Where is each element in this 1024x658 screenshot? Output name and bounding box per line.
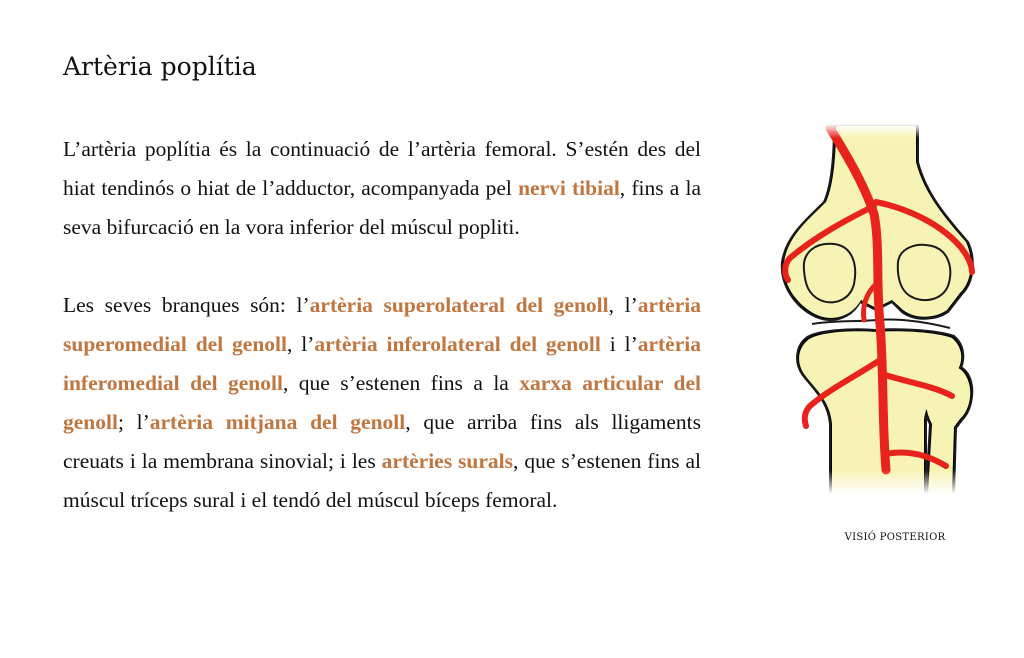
text-run: i l’: [600, 332, 638, 356]
link-arteries-surals[interactable]: artèries surals: [381, 449, 514, 473]
link-nervi-tibial[interactable]: nervi tibial: [518, 176, 620, 200]
text-run: L’artèria poplítia és la continuació de l’artèria femoral. S’estén des del hiat tendinós o hiat de l’adductor, acompanyada pel: [63, 137, 701, 200]
text-run: ; l’: [117, 410, 150, 434]
fade-top: [776, 124, 982, 138]
link-arteria-superomedial[interactable]: artèria superomedial del genoll: [63, 293, 701, 356]
figure-caption: VISIÓ POSTERIOR: [844, 532, 946, 543]
text-run: , que s’estenen fins a la: [282, 371, 520, 395]
article-body: [63, 130, 701, 520]
link-xarxa-articular[interactable]: xarxa articular del genoll: [63, 371, 701, 434]
text-run: , fins a la seva bifurcació en la vora inferior del múscul popliti.: [63, 176, 701, 239]
knee-diagram: [776, 124, 982, 494]
link-arteria-inferolateral[interactable]: artèria inferolateral del genoll: [314, 332, 601, 356]
paragraph-branches: [63, 286, 701, 520]
text-run: , que arriba fins als lligaments creuats i la membrana sinovial; i les: [63, 410, 702, 473]
fade-bottom: [776, 470, 982, 494]
paragraph-intro: [63, 130, 701, 247]
text-run: Les seves branques són: l’: [63, 293, 310, 317]
text-run: , l’: [287, 332, 315, 356]
text-run: , l’: [608, 293, 638, 317]
text-run: , que s’estenen fins al múscul tríceps sural i el tendó del múscul bíceps femoral.: [63, 449, 701, 512]
page-title: Artèria poplítia: [63, 52, 257, 81]
link-arteria-mitjana[interactable]: artèria mitjana del genoll: [149, 410, 406, 434]
link-arteria-inferomedial[interactable]: artèria inferomedial del genoll: [63, 332, 701, 395]
link-arteria-superolateral[interactable]: artèria superolateral del genoll: [309, 293, 609, 317]
knee-artery-illustration: [776, 124, 982, 494]
